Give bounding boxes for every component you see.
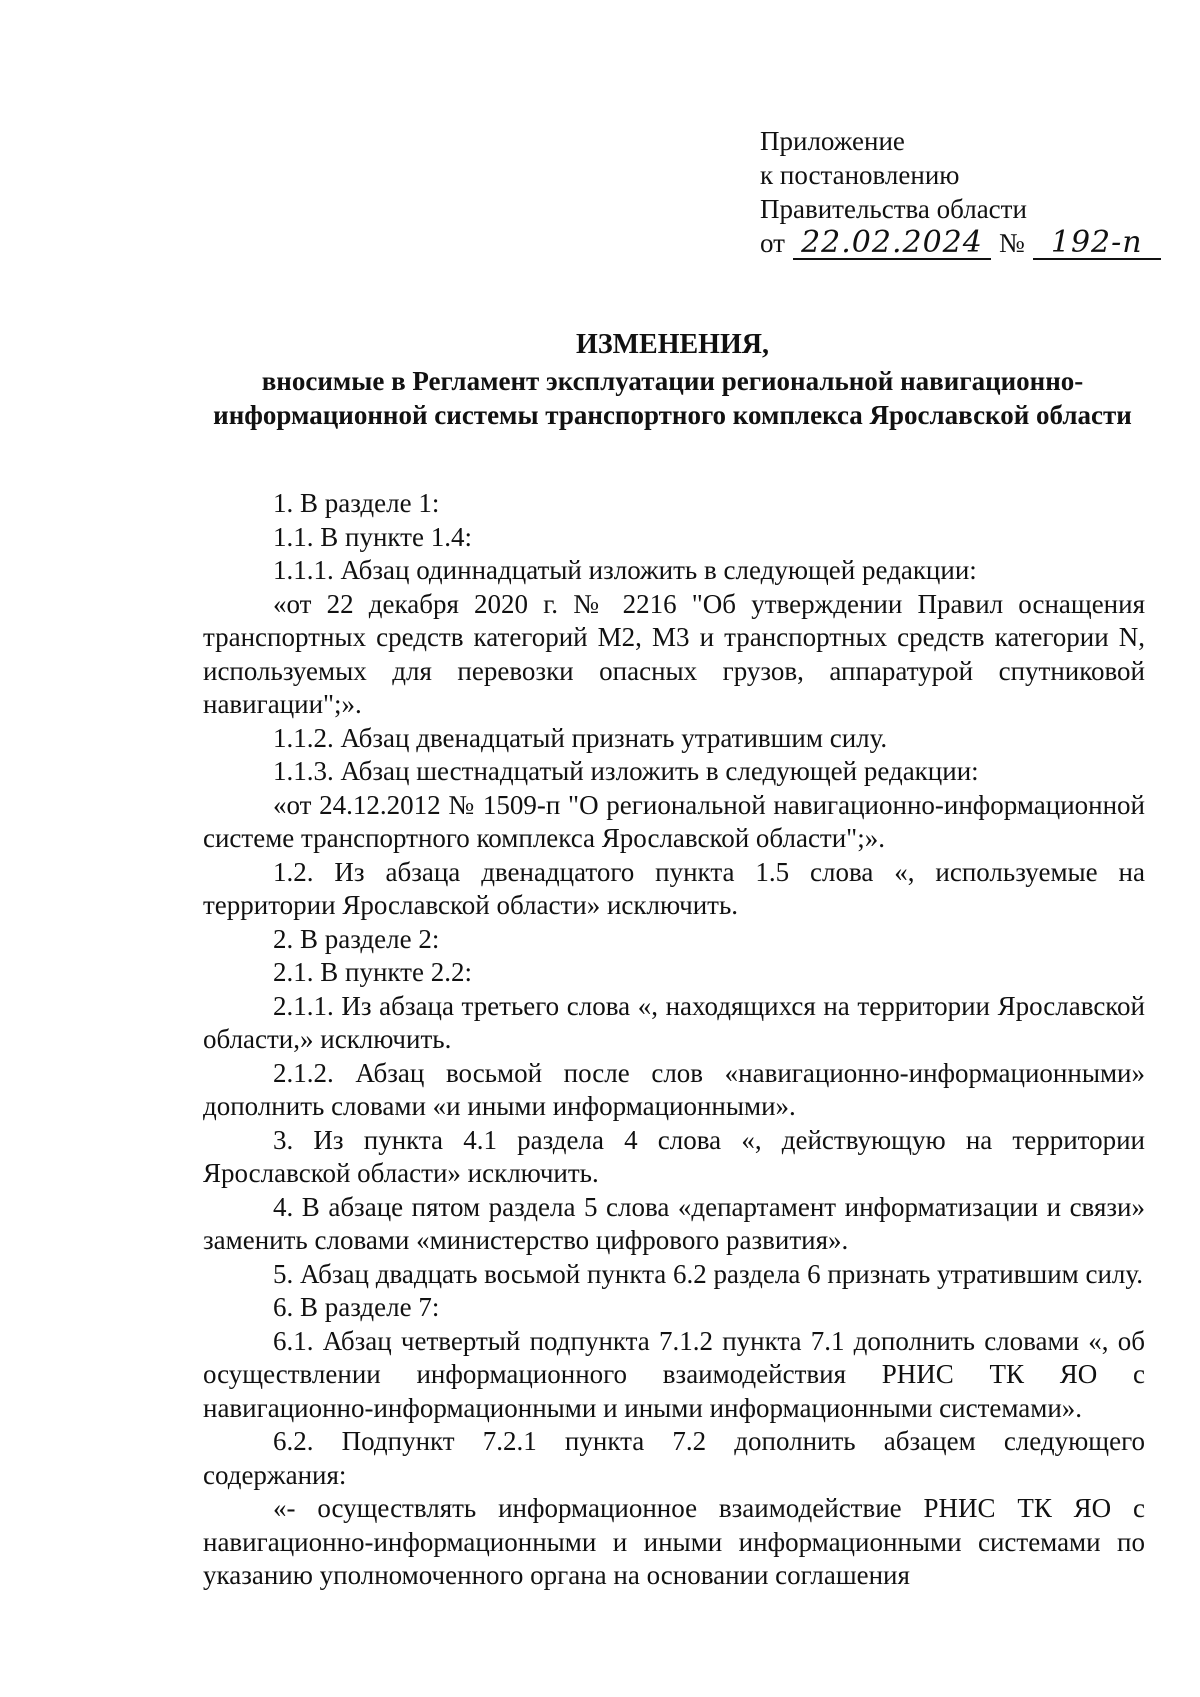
- title-main: ИЗМЕНЕНИЯ,: [576, 329, 769, 360]
- appendix-date-number-row: [760, 226, 1180, 260]
- paragraph: 1.2. Из абзаца двенадцатого пункта 1.5 слова «, используемые на территории Ярославской области» исключить.: [203, 856, 1145, 920]
- paragraph: 2. В разделе 2:: [273, 923, 440, 954]
- paragraph: 3. Из пункта 4.1 раздела 4 слова «, действующую на территории Ярославской области» исключить.: [203, 1124, 1145, 1188]
- paragraph: 2.1. В пункте 2.2:: [273, 957, 472, 987]
- number-sign: №: [998, 228, 1025, 258]
- handwritten-number: 192-п: [1033, 228, 1161, 260]
- appendix-label: Приложение: [760, 126, 905, 156]
- paragraph: 2.1.2. Абзац восьмой после слов «навигационно-информационными» дополнить словами «и иными информационными».: [203, 1057, 1145, 1121]
- paragraph: «от 24.12.2012 № 1509-п "О региональной навигационно-информационной системе транспортного комплекса Ярославской области";».: [203, 789, 1145, 853]
- from-label: от: [760, 228, 785, 258]
- handwritten-date: 22.02.2024: [793, 228, 991, 260]
- paragraph: «- осуществлять информационное взаимодействие РНИС ТК ЯО с навигационно-информационными и иными информационными системами по указанию уполномоченного органа на основании соглашения: [203, 1493, 1145, 1590]
- paragraph: 4. В абзаце пятом раздела 5 слова «департамент информатизации и связи» заменить словами «министерство цифрового развития».: [203, 1191, 1145, 1255]
- appendix-block: [760, 124, 1180, 260]
- paragraph: 1.1.1. Абзац одиннадцатый изложить в следующей редакции:: [273, 555, 977, 585]
- paragraph: «от 22 декабря 2020 г. № 2216 "Об утверждении Правил оснащения транспортных средств категорий М2, М3 и транспортных средств категории N, используемых для перевозки опасных грузов, аппаратурой спутниковой навигации";».: [203, 588, 1145, 719]
- paragraph: 1. В разделе 1:: [273, 488, 440, 518]
- paragraph: 6.1. Абзац четвертый подпункта 7.1.2 пункта 7.1 дополнить словами «, об осуществлении информационного взаимодействия РНИС ТК ЯО с навигационно-информационными и иными информационными системами».: [203, 1325, 1145, 1423]
- document-title: [200, 328, 1145, 432]
- appendix-government-line: Правительства области: [760, 194, 1027, 224]
- document-body: [203, 487, 1145, 1593]
- paragraph: 1.1. В пункте 1.4:: [273, 521, 472, 552]
- paragraph: 6.2. Подпункт 7.2.1 пункта 7.2 дополнить абзацем следующего содержания:: [203, 1426, 1145, 1490]
- paragraph: 2.1.1. Из абзаца третьего слова «, находящихся на территории Ярославской области,» исключить.: [203, 990, 1145, 1054]
- paragraph: 6. В разделе 7:: [273, 1292, 440, 1322]
- title-subtitle: вносимые в Регламент эксплуатации региональной навигационно-информационной системы транспортного комплекса Ярославской области: [213, 366, 1132, 430]
- paragraph: 5. Абзац двадцать восьмой пункта 6.2 раздела 6 признать утратившим силу.: [273, 1258, 1143, 1289]
- paragraph: 1.1.3. Абзац шестнадцатый изложить в следующей редакции:: [273, 756, 979, 786]
- paragraph: 1.1.2. Абзац двенадцатый признать утратившим силу.: [273, 722, 888, 753]
- appendix-resolution-line: к постановлению: [760, 160, 960, 190]
